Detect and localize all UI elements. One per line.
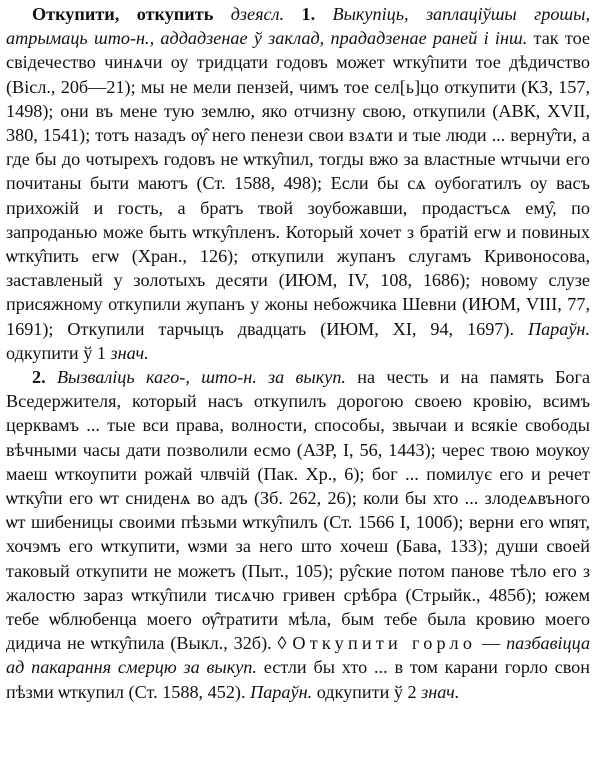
sense-1-examples: так тое свідечество чинѧчи оу тридцати годовъ может ѡтку̂пити тое дѣдичство (Вісл., 20б—21); мы не мели пензей, чимъ тое сел[ь]цо откупити (КЗ, 157, 1498); они въ мене тую землю, яко отчизну свою, откупили (АВК, XVII, 380, 1541); тотъ назадъ ѹ̂ него пенези свои взѧти и тые люди ... верну̂ти, а где бы до чотырехъ годовъ не ѡтку̂пил, тогды вжо за властные ѡтчычи его почитаны быти маютъ (Ст. 1588, 498); Если бы сѧ оубогатилъ оу васъ прихожій и гость, а братъ твой зоубожавши, продастъсѧ ему̂, по запроданью може быть ѡтку̂пленъ. Который хочет з братій егѡ и повиных ѡтку̂пить егѡ (Хран., 126); откупили жупанъ слугамъ Кривоносова, заставленый у золотыхъ десяти (ИЮМ, IV, 108, 1686); новому слузе присяжному откупили жупанъ у жоны небожчика Шевни (ИЮМ, VIII, 77, 1691); Откупили тарчыцъ двадцать (ИЮМ, XI, 94, 1697).: [6, 28, 591, 339]
sense-2-cross-suffix: знач.: [421, 681, 460, 702]
part-of-speech: дзеясл.: [230, 4, 285, 24]
sense-1-cross-label: Параўн.: [527, 318, 590, 339]
sense-1-cross-ref: одкупити ў 1: [6, 342, 106, 363]
sense-2-cross-ref: одкупити ў 2: [316, 681, 417, 702]
phrase-headword: Откупити горло: [292, 633, 477, 654]
phrase-dash: —: [482, 633, 501, 654]
sense-2-cross-label: Параўн.: [250, 681, 313, 702]
phrase-marker: ◊: [277, 633, 287, 654]
sense-1-number: 1.: [301, 4, 316, 24]
phrase-definition: пазбавіцца ад пакарання смерцю за выкуп.: [6, 633, 591, 678]
sense-2-examples: на честь и на память Бога Вседержителя, который насъ откупилъ дорогою своею кровію, всимъ церквамъ ... тые вси права, волности, способы, звычаи и всякіе свободы вѣчными часы дати позволили есмо (АЗР, I, 56, 1443); черес твою моукоу маеш ѡткоупити рожай члвчій (Пак. Хр., 6); бог ... помилує его и речет ѡтку̂пи его ѡт сниденѧ во адъ (Зб. 262, 26); коли бы хто ... злодеѧвъного ѡт шибеницы своими пѣзьми ѡтку̂пилъ (Ст. 1566 I, 100б); верни его ѡпят, хочэмъ его ѡткупити, ѡзми за него што хочеш (Бава, 133); души своей таковый откупити не можетъ (Пыт., 105); ру̂ские потом панове тѣло его з жалостю зараз ѡтку̂пили тисѧчю гривен срѣбра (Стрыйк., 485б); южем тебе ѡблюбенца моего ѹ̂тратити мѣла, бым тебе была кровию моего дидича не ѡтку̂пила (Выкл., 32б).: [6, 367, 591, 654]
sense-1-paragraph: [6, 2, 590, 365]
sense-2-definition: Вызваліць каго-, што-н. за выкуп.: [56, 367, 346, 388]
headword: Откупити, откупить: [32, 4, 214, 24]
sense-1-definition: Выкупіць, заплаціўшы грошы, атрымаць што-н., аддадзенае ў заклад, прададзенае раней і інш.: [6, 4, 591, 49]
sense-1-cross-suffix: знач.: [110, 342, 149, 363]
sense-2-number: 2.: [32, 367, 46, 388]
phrase-example: естли бы хто ... в том карани горло свон пѣзми ѡткупил (Ст. 1588, 452).: [6, 657, 591, 702]
sense-2-paragraph: [6, 365, 590, 704]
